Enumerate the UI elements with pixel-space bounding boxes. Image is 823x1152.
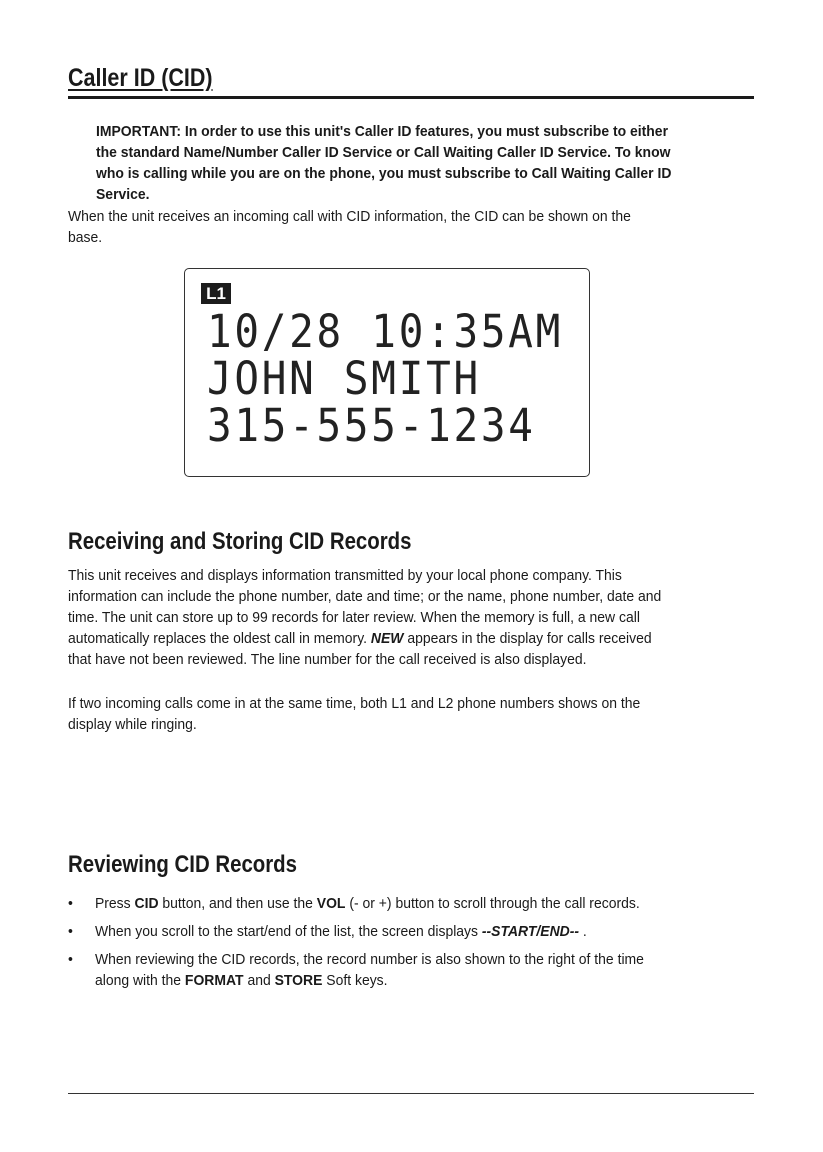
cid-key: CID — [134, 895, 159, 912]
bullet-dot: • — [68, 895, 73, 912]
lcd-caller-name: JOHN SMITH — [207, 352, 481, 405]
text-run: button, and then use the — [158, 895, 317, 912]
text-run: and — [243, 972, 275, 989]
section-heading-receiving: Receiving and Storing CID Records — [68, 528, 412, 555]
section-heading-reviewing: Reviewing CID Records — [68, 851, 297, 878]
start-end-indicator: --START/END-- — [481, 923, 580, 940]
bullet-dot: • — [68, 923, 73, 940]
important-note: IMPORTANT: In order to use this unit's Caller ID features, you must subscribe to either the standard Name/Number Caller ID Service or Call Waiting Caller ID Service. To know who is calling while you are on the phone, you must subscribe to Call Waiting Caller ID Service. — [96, 123, 672, 203]
lcd-display-illustration — [184, 268, 590, 477]
line-badge: L1 — [201, 283, 231, 304]
intro-paragraph: When the unit receives an incoming call with CID information, the CID can be shown on the base. — [68, 208, 631, 246]
lcd-datetime: 10/28 10:35AM — [207, 305, 563, 358]
title-rule — [68, 96, 754, 99]
bullet-text — [95, 893, 672, 914]
receiving-text-1: This unit receives and displays information transmitted by your local phone company. This information can include the phone number, date and time; or the name, phone number, date and time. The unit can store up to 99 records for later review. When the memory is full, a new call automatically replaces the oldest call in memory. — [68, 567, 662, 647]
receiving-text-2: appears in the display for calls received that have not been reviewed. The line number for the call received is also displayed. — [68, 630, 652, 668]
vol-key: VOL — [316, 895, 346, 912]
page-title: Caller ID (CID) — [68, 64, 213, 92]
footer-rule — [68, 1093, 754, 1094]
text-run: When you scroll to the start/end of the list, the screen displays — [94, 923, 482, 940]
receiving-paragraph — [68, 565, 663, 670]
bullet-text — [95, 949, 672, 991]
format-key: FORMAT — [184, 972, 244, 989]
text-run: When reviewing the CID records, the record number is also shown to the right of the time along with the — [94, 951, 644, 989]
new-indicator: NEW — [370, 630, 404, 647]
text-run: (- or +) button to scroll through the call records. — [345, 895, 640, 912]
bullet-text — [95, 921, 672, 942]
store-key: STORE — [274, 972, 323, 989]
bullet-dot: • — [68, 951, 73, 968]
text-run: . — [579, 923, 587, 940]
text-run: Press — [94, 895, 135, 912]
two-calls-paragraph: If two incoming calls come in at the same time, both L1 and L2 phone numbers shows on the display while ringing. — [68, 695, 641, 733]
lcd-caller-number: 315-555-1234 — [207, 399, 536, 452]
text-run: Soft keys. — [322, 972, 388, 989]
